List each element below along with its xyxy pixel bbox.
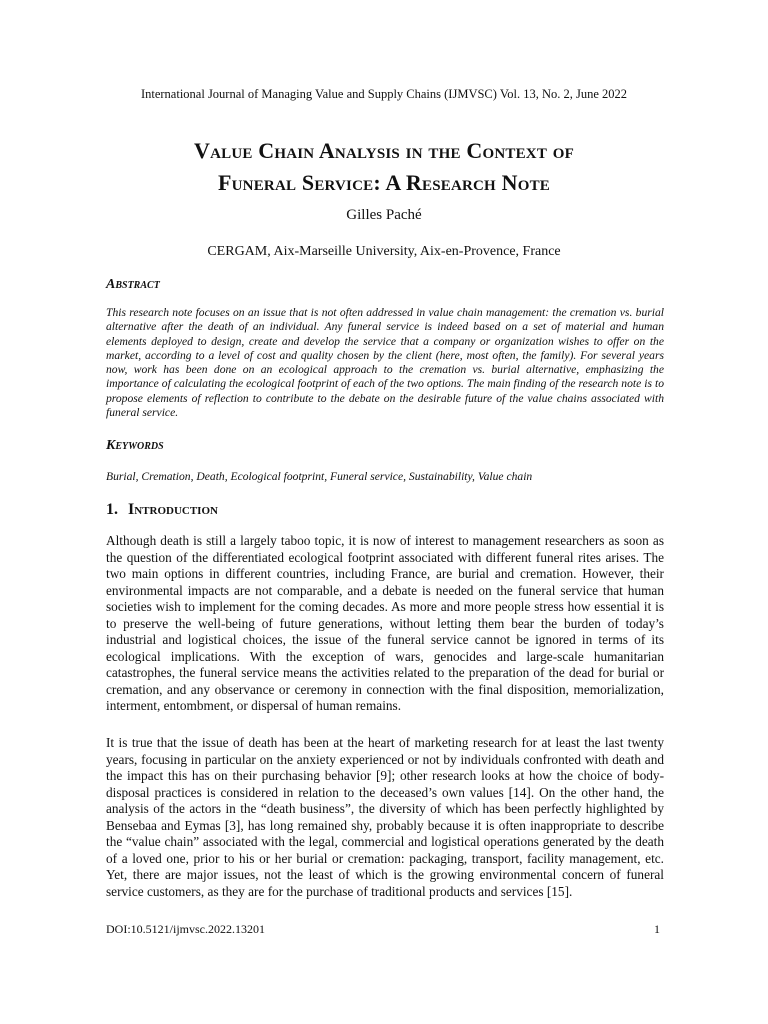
section-title: Introduction xyxy=(128,501,218,518)
introduction-paragraph-1: Although death is still a largely taboo topic, it is now of interest to management researchers as soon as the question of the differentiated ecological footprint associated with different funeral rites arises. The two main options in different countries, including France, are burial and cremation. However, their environmental impacts are not comparable, and a debate is needed on the funeral service that human societies wish to implement for the coming decades. As more and more people stress how essential it is to preserve the well-being of future generations, without letting them bear the burden of today’s industrial and logistical choices, the issue of the funeral service cannot be ignored in terms of its ecological implications. With the exception of wars, genocides and large-scale humanitarian catastrophes, the funeral service means the activities related to the preparation of the dead for burial or cremation, and any observance or ceremony in connection with the final disposition, memorialization, interment, entombment, or dispersal of human remains. xyxy=(106,533,664,713)
keywords-heading: Keywords xyxy=(106,438,164,453)
author-affiliation: CERGAM, Aix-Marseille University, Aix-en-Provence, France xyxy=(207,244,561,259)
author-name: Gilles Paché xyxy=(346,207,422,223)
page-number: 1 xyxy=(654,922,660,936)
keywords-text: Burial, Cremation, Death, Ecological footprint, Funeral service, Sustainability, Value chain xyxy=(106,470,533,483)
abstract-text: This research note focuses on an issue that is not often addressed in value chain management: the cremation vs. burial alternative after the death of an individual. Any funeral service is indeed based on a set of material and human elements deployed to design, create and develop the service that a company or organization wishes to offer on the market, according to a level of cost and quality chosen by the client (here, most often, the family). For several years now, work has been done on an ecological approach to the cremation vs. burial alternative, emphasizing the importance of calculating the ecological footprint of each of the two options. The main finding of the research note is to propose elements of reflection to contribute to the debate on the desirable future of the value chains associated with funeral service. xyxy=(106,306,664,420)
journal-header: International Journal of Managing Value and Supply Chains (IJMVSC) Vol. 13, No. 2, June 2022 xyxy=(140,87,628,101)
footer-doi: DOI:10.5121/ijmvsc.2022.13201 xyxy=(106,922,265,936)
title-line-2: Funeral Service: A Research Note xyxy=(218,170,550,195)
abstract-heading: Abstract xyxy=(106,277,160,292)
section-number: 1. xyxy=(106,501,118,518)
title-line-1: Value Chain Analysis in the Context of xyxy=(194,138,574,163)
introduction-paragraph-2: It is true that the issue of death has been at the heart of marketing research for at least the last twenty years, focusing in particular on the anxiety experienced or not by individuals confronted with death and the impact this has on their purchasing behavior [9]; other research looks at how the choice of body-disposal practices is considered in relation to the deceased’s own values [14]. On the other hand, the analysis of the actors in the “death business”, the diversity of which has been perfectly highlighted by Bensebaa and Eymas [3], has long remained shy, probably because it is often inappropriate to describe the “value chain” associated with the legal, commercial and logistical operations generated by the death of a loved one, prior to his or her burial or cremation: packaging, transport, facility management, etc. Yet, there are major issues, not the least of which is the growing environmental concern of funeral service customers, as they are for the purchase of traditional products and services [15]. xyxy=(106,735,664,899)
introduction-heading xyxy=(106,501,218,519)
paper-title xyxy=(90,135,678,199)
